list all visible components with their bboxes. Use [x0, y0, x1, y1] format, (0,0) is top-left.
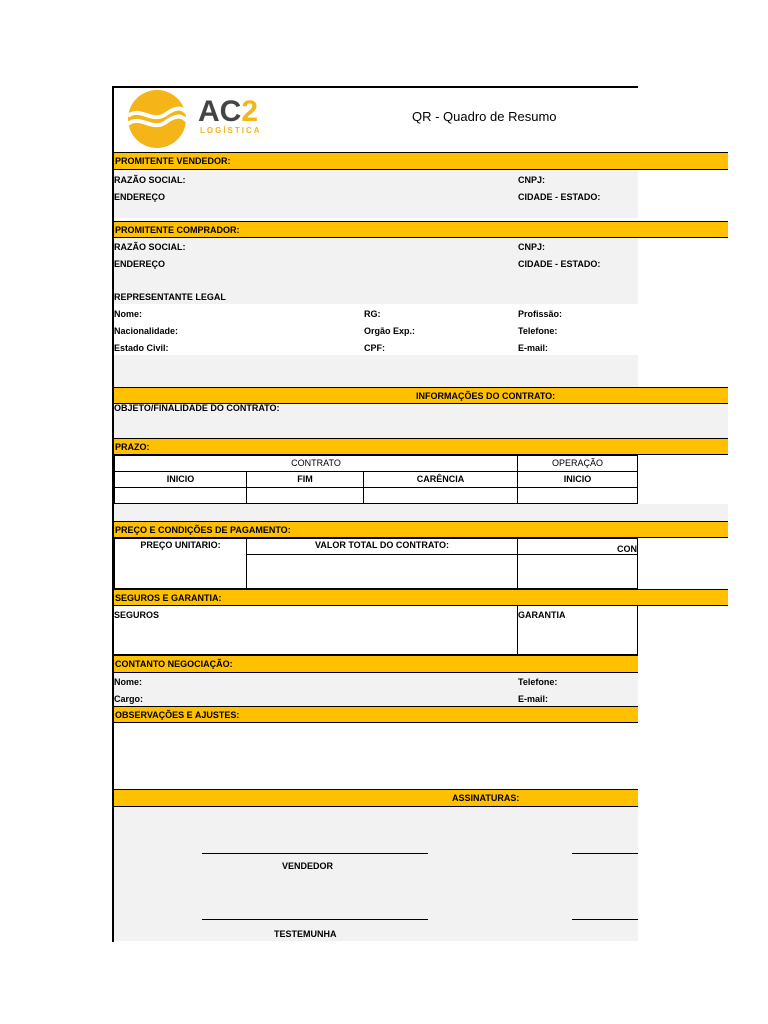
page-title: QR - Quadro de Resumo — [412, 109, 557, 124]
section-prazo: PRAZO: — [114, 438, 728, 455]
vendedor-endereco-label: ENDEREÇO — [114, 192, 166, 202]
prazo-spacer — [114, 504, 728, 521]
garantia-field[interactable]: GARANTIA — [517, 605, 638, 655]
representante-legal-label: REPRESENTANTE LEGAL — [114, 292, 226, 302]
section-preco: PREÇO E CONDIÇÕES DE PAGAMENTO: — [114, 521, 728, 538]
logo — [126, 90, 262, 148]
rep-telefone-label: Telefone: — [518, 326, 558, 336]
preco-unitario-header: PREÇO UNITARIO: — [114, 538, 247, 555]
rep-nome-label: Nome: — [114, 309, 143, 319]
prazo-inicio-field[interactable] — [114, 487, 247, 504]
signature-line-vendedor — [202, 853, 428, 854]
objeto-label: OBJETO/FINALIDADE DO CONTRATO: — [114, 403, 280, 413]
signature-line-comprador — [572, 853, 638, 854]
prazo-inicio2-field[interactable] — [517, 487, 638, 504]
prazo-contrato-header: CONTRATO — [114, 455, 518, 472]
vendedor-cnpj-label: CNPJ: — [518, 175, 546, 185]
logo-wordmark: AC2 — [198, 95, 259, 128]
section-comprador: PROMITENTE COMPRADOR: — [114, 221, 728, 238]
observacoes-field[interactable] — [114, 723, 638, 789]
rep-email-label: E-mail: — [518, 343, 549, 353]
signature-line-testemunha — [202, 919, 428, 920]
form-top-border — [112, 86, 638, 88]
contato-nome-label: Nome: — [114, 677, 143, 687]
prazo-inicio-header: INICIO — [114, 471, 247, 488]
preco-condicoes-header: CON — [517, 538, 638, 555]
preco-condicoes-field[interactable] — [517, 554, 638, 589]
rep-profissao-label: Profissão: — [518, 309, 563, 319]
rep-orgao-label: Orgão Exp.: — [364, 326, 416, 336]
comprador-cidade-label: CIDADE - ESTADO: — [518, 259, 601, 269]
rep-rg-label: RG: — [364, 309, 381, 319]
section-contato: CONTANTO NEGOCIAÇÃO: — [114, 655, 638, 673]
logo-emblem-icon — [126, 90, 188, 148]
prazo-fim-field[interactable] — [246, 487, 364, 504]
prazo-carencia-field[interactable] — [363, 487, 518, 504]
logo-subtitle: LOGÍSTICA — [200, 126, 262, 135]
contato-cargo-label: Cargo: — [114, 694, 143, 704]
vendedor-razao-label: RAZÃO SOCIAL: — [114, 175, 186, 185]
section-contrato: INFORMAÇÕES DO CONTRATO: — [114, 387, 728, 404]
signature-testemunha-label: TESTEMUNHA — [274, 929, 337, 939]
contato-area — [114, 673, 638, 706]
preco-total-field[interactable] — [246, 554, 518, 589]
rep-nacionalidade-label: Nacionalidade: — [114, 326, 179, 336]
prazo-fim-header: FIM — [246, 471, 364, 488]
rep-cpf-label: CPF: — [364, 343, 385, 353]
comprador-cnpj-label: CNPJ: — [518, 242, 546, 252]
preco-total-header: VALOR TOTAL DO CONTRATO: — [246, 538, 518, 555]
comprador-spacer — [114, 355, 638, 387]
assinaturas-area — [114, 807, 638, 941]
contato-telefone-label: Telefone: — [518, 677, 558, 687]
prazo-carencia-header: CARÊNCIA — [363, 471, 518, 488]
section-assinaturas: ASSINATURAS: — [114, 789, 638, 807]
rep-estado-civil-label: Estado Civil: — [114, 343, 169, 353]
prazo-operacao-header: OPERAÇÃO — [517, 455, 638, 472]
vendedor-cidade-label: CIDADE - ESTADO: — [518, 192, 601, 202]
section-observacoes: OBSERVAÇÕES E AJUSTES: — [114, 706, 638, 723]
contato-email-label: E-mail: — [518, 694, 549, 704]
section-vendedor: PROMITENTE VENDEDOR: — [114, 152, 728, 170]
signature-line-testemunha-2 — [572, 919, 638, 920]
section-seguros: SEGUROS E GARANTIA: — [114, 589, 728, 606]
signature-vendedor-label: VENDEDOR — [282, 861, 334, 871]
comprador-endereco-label: ENDEREÇO — [114, 259, 166, 269]
prazo-inicio2-header: INICIO — [517, 471, 638, 488]
seguros-field[interactable]: SEGUROS — [114, 605, 518, 655]
preco-unitario-field[interactable] — [114, 554, 247, 589]
comprador-razao-label: RAZÃO SOCIAL: — [114, 242, 186, 252]
